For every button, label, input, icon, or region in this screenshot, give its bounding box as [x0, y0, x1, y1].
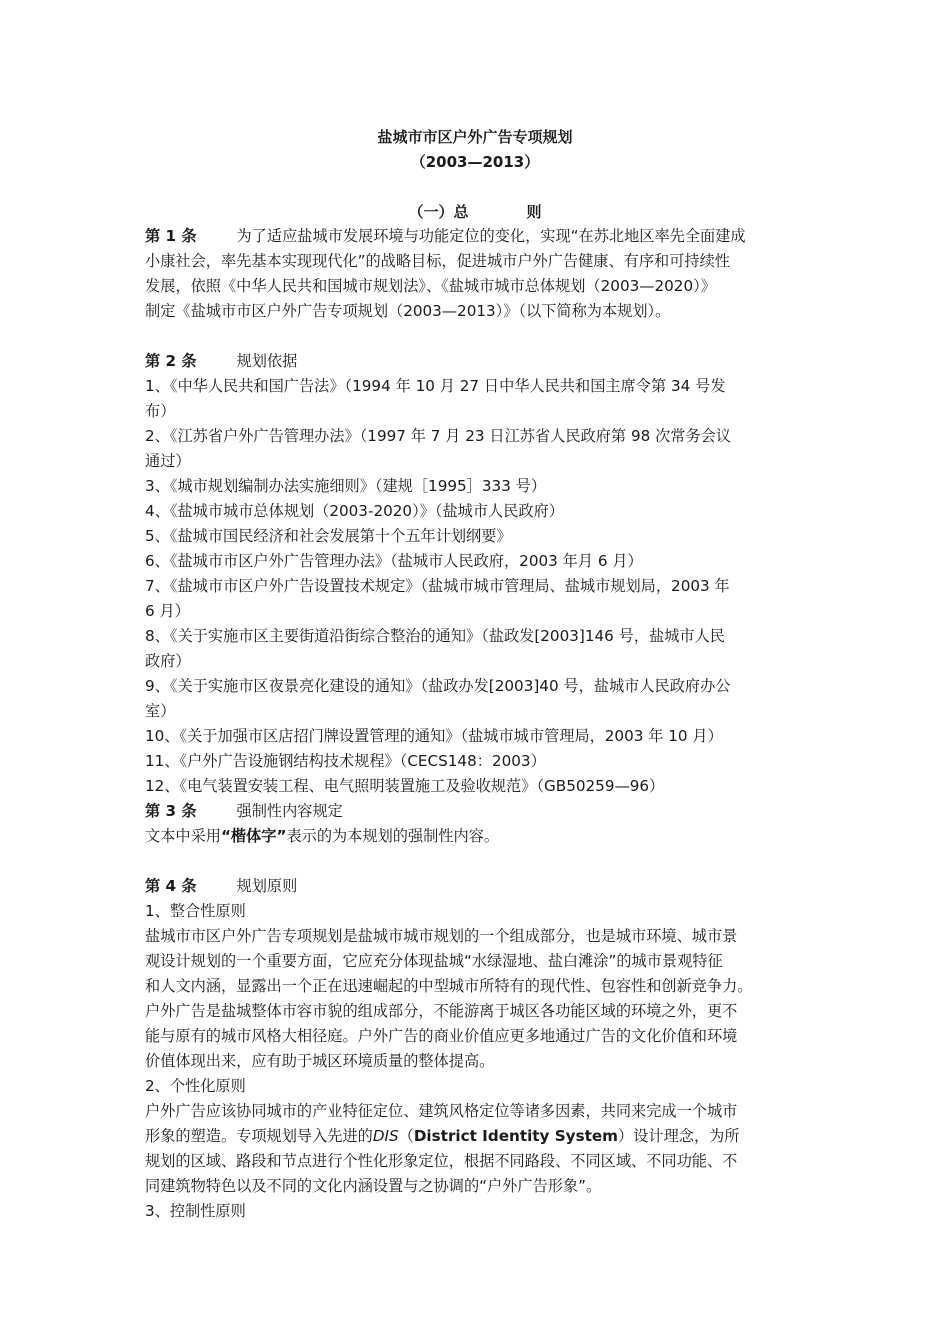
paragraph-line: 户外广告应该协同城市的产业特征定位、建筑风格定位等诸多因素，共同来完成一个城市: [145, 1102, 738, 1120]
principle-1-title: 1、整合性原则: [145, 902, 246, 920]
list-item: 7、《盐城市市区户外广告设置技术规定》（盐城市城市管理局、盐城市规划局，2003 年: [145, 577, 730, 595]
document-body: [145, 224, 810, 1224]
list-item: 室）: [145, 702, 176, 720]
list-item: 10、《关于加强市区店招门牌设置管理的通知》（盐城市城市管理局，2003 年 10 月）: [145, 727, 723, 745]
article-3-text-pre: 文本中采用: [145, 827, 221, 845]
principle-3-title: 3、控制性原则: [145, 1202, 246, 1220]
article-3-text-bold: “楷体字”: [220, 827, 287, 845]
paragraph-line: 能与原有的城市风格大相径庭。户外广告的商业价值应更多地通过广告的文化价值和环境: [145, 1027, 738, 1045]
section-heading-general: [0, 201, 950, 222]
article-3-text-post: 表示的为本规划的强制性内容。: [286, 827, 500, 845]
article-4-title: 规划原则: [236, 877, 298, 895]
article-3-heading: [145, 799, 810, 824]
list-item: 6 月）: [145, 602, 190, 620]
list-item: 布）: [145, 402, 176, 420]
paragraph-line: 规划的区域、路段和节点进行个性化形象定位，根据不同路段、不同区域、不同功能、不: [145, 1152, 738, 1170]
paragraph-line: 同建筑物特色以及不同的文化内涵设置与之协调的“户外广告形象”。: [145, 1177, 602, 1195]
list-item: 4、《盐城市城市总体规划（2003-2020）》（盐城市人民政府）: [145, 502, 564, 520]
list-item: 政府）: [145, 652, 191, 670]
paragraph-line: 小康社会，率先基本实现现代化”的战略目标，促进城市户外广告健康、有序和可持续性: [145, 252, 730, 270]
list-item: 9、《关于实施市区夜景亮化建设的通知》（盐政办发[2003]40 号，盐城市人民政府办公: [145, 677, 731, 695]
list-item: 12、《电气装置安装工程、电气照明装置施工及验收规范》（GB50259—96）: [145, 777, 665, 795]
article-1-label: 第 1 条: [145, 227, 197, 245]
list-item: 2、《江苏省户外广告管理办法》（1997 年 7 月 23 日江苏省人民政府第 98 次常务会议: [145, 427, 732, 445]
article-4-label: 第 4 条: [145, 877, 197, 895]
article-3-title: 强制性内容规定: [236, 802, 343, 820]
paragraph-line: 盐城市市区户外广告专项规划是盐城市城市规划的一个组成部分，也是城市环境、城市景: [145, 927, 738, 945]
article-1-first-line: [145, 224, 810, 249]
article-2-heading: [145, 349, 810, 374]
list-item: 1、《中华人民共和国广告法》（1994 年 10 月 27 日中华人民共和国主席令第 34 号发: [145, 377, 726, 395]
document-title: 盐城市市区户外广告专项规划: [377, 128, 573, 146]
paragraph-line: 制定《盐城市市区户外广告专项规划（2003—2013）》（以下简称为本规划）。: [145, 302, 671, 320]
section-number: （一）总: [408, 203, 469, 221]
paragraph-line: 和人文内涵，显露出一个正在迅速崛起的中型城市所特有的现代性、包容性和创新竞争力。: [145, 977, 753, 995]
text-segment: 形象的塑造。专项规划导入先进的: [145, 1127, 373, 1145]
article-1-text: 为了适应盐城市发展环境与功能定位的变化，实现“在苏北地区率先全面建成: [236, 227, 746, 245]
section-word: 则: [526, 203, 542, 221]
paragraph-line: 发展，依照《中华人民共和国城市规划法》、《盐城市城市总体规划（2003—2020）》: [145, 277, 716, 295]
article-4-heading: [145, 874, 810, 899]
article-2-label: 第 2 条: [145, 352, 197, 370]
list-item: 8、《关于实施市区主要街道沿街综合整治的通知》（盐政发[2003]146 号，盐城市人民: [145, 627, 725, 645]
article-3-label: 第 3 条: [145, 802, 197, 820]
list-item: 3、《城市规划编制办法实施细则》（建规［1995］333 号）: [145, 477, 547, 495]
list-item: 6、《盐城市市区户外广告管理办法》（盐城市人民政府，2003 年月 6 月）: [145, 552, 643, 570]
paragraph-line: 观设计规划的一个重要方面，它应充分体现盐城“水绿湿地、盐白滩涂”的城市景观特征: [145, 952, 723, 970]
list-item: 通过）: [145, 452, 191, 470]
article-3-text: [145, 824, 810, 849]
dis-full-name: District Identity System: [413, 1127, 618, 1145]
paragraph-line-dis: [145, 1124, 810, 1149]
article-2-title: 规划依据: [236, 352, 298, 370]
paragraph-line: 价值体现出来，应有助于城区环境质量的整体提高。: [145, 1052, 495, 1070]
list-item: 11、《户外广告设施钢结构技术规程》（CECS148：2003）: [145, 752, 546, 770]
dis-term: DIS: [372, 1127, 399, 1145]
text-segment: （: [398, 1127, 414, 1145]
document-subtitle: （2003—2013）: [410, 153, 540, 171]
text-segment: ）设计理念，为所: [618, 1127, 740, 1145]
paragraph-line: 户外广告是盐城整体市容市貌的组成部分，不能游离于城区各功能区域的环境之外，更不: [145, 1002, 738, 1020]
list-item: 5、《盐城市国民经济和社会发展第十个五年计划纲要》: [145, 527, 512, 545]
principle-2-title: 2、个性化原则: [145, 1077, 246, 1095]
